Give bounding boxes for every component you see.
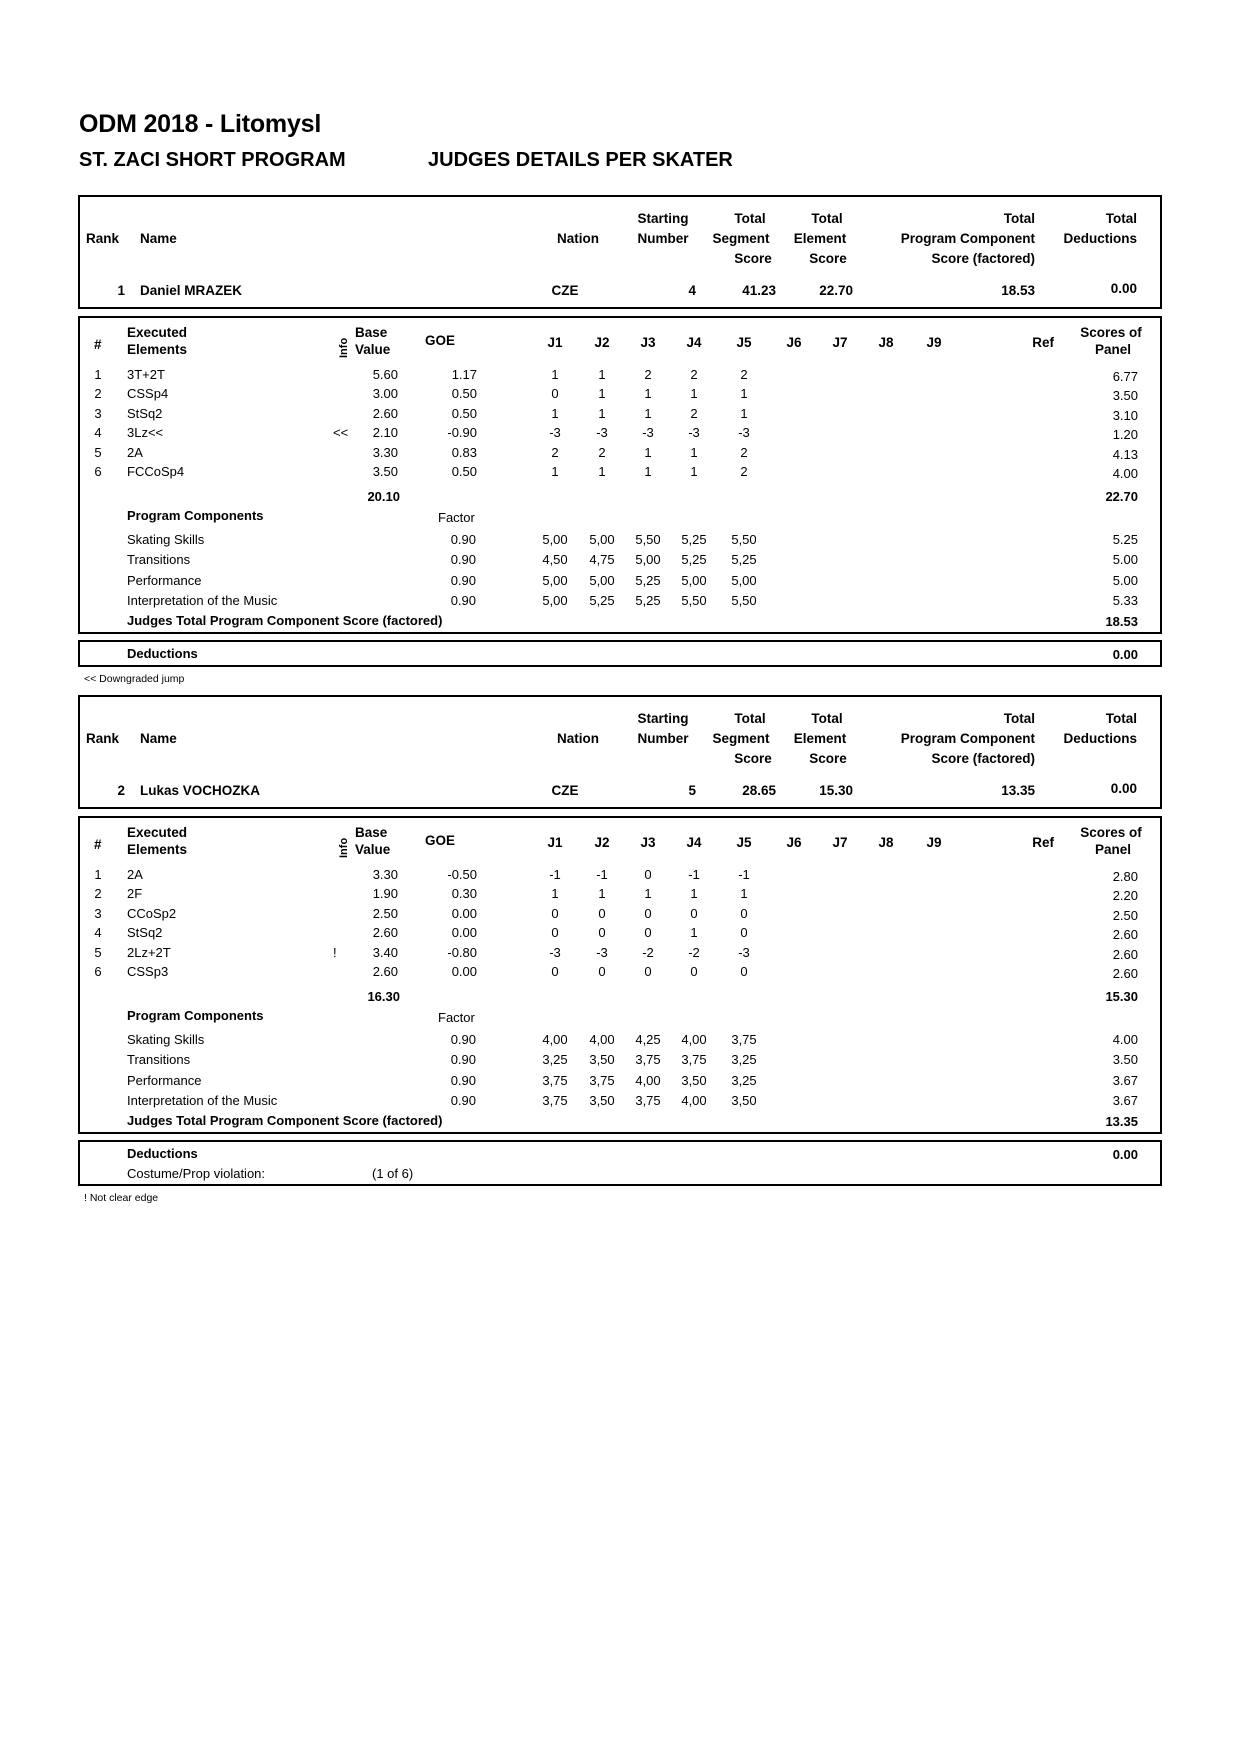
component-judge-score: 4,00 <box>542 1032 568 1047</box>
component-name: Interpretation of the Music <box>127 592 278 608</box>
base-value-header: Base <box>355 825 388 840</box>
component-judge-score: 3,75 <box>589 1072 615 1088</box>
element-base-value: 3.30 <box>372 867 398 882</box>
judge-header-7: J7 <box>832 835 848 850</box>
element-judge-score: 2 <box>690 367 698 382</box>
deductions-label: Deductions <box>127 646 198 661</box>
footnote: ! Not clear edge <box>84 1192 159 1204</box>
element-panel-score: 2.80 <box>1112 869 1138 884</box>
element-judge-score: -3 <box>549 944 561 960</box>
component-judge-score: 3,75 <box>731 1032 757 1047</box>
name-header: Name <box>140 231 177 246</box>
element-goe: 0.50 <box>451 464 477 479</box>
component-judge-score: 5,00 <box>635 552 661 568</box>
starting-number-header: Starting <box>637 711 689 726</box>
factor-header: Factor <box>438 510 475 525</box>
skater-detail-box <box>78 816 1162 1134</box>
component-factor: 0.90 <box>450 1072 476 1088</box>
segment-score-header: Segment <box>712 231 770 246</box>
segment-score-header: Total <box>734 711 766 726</box>
element-base-value: 2.10 <box>372 425 398 441</box>
num-header: # <box>94 337 102 352</box>
component-judge-score: 3,50 <box>731 1092 757 1108</box>
judge-header-1: J1 <box>547 335 563 350</box>
executed-elements-header: Executed <box>127 325 188 340</box>
element-score-header: Score <box>809 251 847 266</box>
component-name: Transitions <box>127 552 191 568</box>
component-judge-score: 3,75 <box>542 1072 568 1088</box>
component-judge-score: 3,75 <box>635 1092 661 1108</box>
element-judge-score: 1 <box>551 464 559 479</box>
element-score-header: Total <box>811 211 843 226</box>
element-panel-score: 2.60 <box>1112 927 1138 943</box>
element-info: ! <box>333 944 337 960</box>
deductions-header: Total <box>1105 211 1137 226</box>
element-judge-score: 2 <box>740 464 748 479</box>
element-judge-score: 1 <box>690 464 698 479</box>
element-number: 4 <box>94 425 102 441</box>
component-name: Skating Skills <box>127 532 205 547</box>
element-panel-score: 2.60 <box>1112 946 1138 962</box>
judge-header-2: J2 <box>594 335 610 350</box>
element-judge-score: 0 <box>551 964 559 979</box>
judge-header-5: J5 <box>736 335 752 350</box>
component-judge-score: 5,50 <box>731 592 757 608</box>
element-judge-score: 0 <box>644 925 652 941</box>
element-judge-score: 1 <box>551 367 559 382</box>
total-segment-score: 41.23 <box>742 283 776 298</box>
component-panel-score: 5.00 <box>1112 572 1138 588</box>
component-judge-score: 3,25 <box>731 1052 757 1068</box>
element-name: 2F <box>127 886 143 902</box>
element-judge-score: 0 <box>740 925 748 941</box>
element-judge-score: 0 <box>551 386 559 402</box>
component-judge-score: 5,00 <box>589 572 615 588</box>
judge-header-4: J4 <box>686 835 702 850</box>
starting-number-header: Starting <box>637 211 689 226</box>
element-judge-score: 1 <box>551 405 559 421</box>
component-judge-score: 3,50 <box>681 1072 707 1088</box>
element-judge-score: 1 <box>690 444 698 460</box>
component-judge-score: 4,25 <box>635 1032 661 1047</box>
component-judge-score: 4,00 <box>681 1092 707 1108</box>
element-judge-score: 1 <box>740 405 748 421</box>
element-base-value: 3.30 <box>372 444 398 460</box>
element-name: CSSp3 <box>127 964 169 979</box>
element-number: 3 <box>94 405 102 421</box>
component-judge-score: 5,00 <box>681 572 707 588</box>
element-panel-score: 2.60 <box>1112 966 1138 981</box>
element-number: 5 <box>94 444 102 460</box>
element-score-header: Element <box>793 731 847 746</box>
element-judge-score: 0 <box>740 964 748 979</box>
judge-header-5: J5 <box>736 835 752 850</box>
component-judge-score: 5,00 <box>589 532 615 547</box>
total-pcs: 13.35 <box>1001 783 1035 798</box>
component-judge-score: 3,75 <box>542 1092 568 1108</box>
nation-header: Nation <box>557 731 599 746</box>
element-judge-score: 1 <box>598 386 606 402</box>
component-factor: 0.90 <box>450 1052 476 1068</box>
skater-name: Lukas VOCHOZKA <box>140 783 261 798</box>
executed-elements-header: Executed <box>127 825 188 840</box>
elements-total: 22.70 <box>1105 489 1138 504</box>
element-judge-score: -3 <box>738 425 750 441</box>
element-score-header: Total <box>811 711 843 726</box>
deductions-header: Deductions <box>1063 231 1137 246</box>
total-element-score: 22.70 <box>819 283 853 298</box>
skater-name: Daniel MRAZEK <box>140 283 243 298</box>
element-number: 1 <box>94 367 102 382</box>
skater-rank: 1 <box>117 283 125 298</box>
element-name: CCoSp2 <box>127 905 177 921</box>
element-judge-score: 1 <box>740 386 748 402</box>
component-panel-score: 3.67 <box>1112 1092 1138 1108</box>
component-judge-score: 5,50 <box>681 592 707 608</box>
element-judge-score: -3 <box>688 425 700 441</box>
element-name: 3T+2T <box>127 367 165 382</box>
element-judge-score: 1 <box>690 886 698 902</box>
element-judge-score: -2 <box>688 944 700 960</box>
element-judge-score: 1 <box>644 886 652 902</box>
element-info: << <box>333 425 349 441</box>
component-judge-score: 3,50 <box>589 1092 615 1108</box>
judge-header-9: J9 <box>926 335 942 350</box>
name-header: Name <box>140 731 177 746</box>
element-goe: -0.50 <box>447 867 477 882</box>
element-number: 6 <box>94 964 102 979</box>
element-judge-score: -3 <box>596 425 608 441</box>
element-judge-score: 0 <box>551 905 559 921</box>
judge-header-1: J1 <box>547 835 563 850</box>
deductions-label: Deductions <box>127 1146 198 1161</box>
element-judge-score: 0 <box>598 964 606 979</box>
element-panel-score: 2.20 <box>1112 888 1138 904</box>
component-judge-score: 5,25 <box>681 552 707 568</box>
goe-header: GOE <box>425 333 456 348</box>
element-name: CSSp4 <box>127 386 169 402</box>
total-segment-score: 28.65 <box>742 783 776 798</box>
element-name: 3Lz<< <box>127 425 164 441</box>
element-number: 2 <box>94 886 102 902</box>
total-deductions: 0.00 <box>1110 781 1137 796</box>
element-panel-score: 4.00 <box>1112 466 1138 481</box>
base-value-total: 20.10 <box>367 489 400 504</box>
component-panel-score: 3.50 <box>1112 1052 1138 1068</box>
deduction-item-label: Costume/Prop violation: <box>127 1166 266 1181</box>
judges-total-pcs: 13.35 <box>1105 1114 1138 1129</box>
deductions-total: 0.00 <box>1112 1147 1138 1162</box>
element-judge-score: 2 <box>740 367 748 382</box>
element-judge-score: -1 <box>549 867 561 882</box>
judges-total-pcs-label: Judges Total Program Component Score (factored) <box>127 1113 443 1128</box>
event-title: ODM 2018 - Litomysl <box>79 110 322 138</box>
component-factor: 0.90 <box>450 592 476 608</box>
judge-header-3: J3 <box>640 835 656 850</box>
component-judge-score: 3,25 <box>542 1052 568 1068</box>
judge-header-4: J4 <box>686 335 702 350</box>
base-value-header: Value <box>355 342 391 357</box>
element-judge-score: 1 <box>740 886 748 902</box>
element-number: 2 <box>94 386 102 402</box>
deduction-item-value: (1 of 6) <box>372 1166 414 1181</box>
component-judge-score: 4,50 <box>542 552 568 568</box>
element-number: 5 <box>94 944 102 960</box>
program-components-header: Program Components <box>127 1008 264 1023</box>
scores-of-panel-header: Panel <box>1094 342 1132 357</box>
element-goe: 0.83 <box>451 444 477 460</box>
element-panel-score: 6.77 <box>1112 369 1138 384</box>
component-factor: 0.90 <box>450 1092 476 1108</box>
element-judge-score: 0 <box>690 905 698 921</box>
element-number: 6 <box>94 464 102 479</box>
base-value-header: Value <box>355 842 391 857</box>
element-judge-score: 0 <box>644 905 652 921</box>
deductions-box <box>78 640 1162 667</box>
element-goe: 0.30 <box>451 886 477 902</box>
element-judge-score: 1 <box>598 464 606 479</box>
component-judge-score: 4,00 <box>635 1072 661 1088</box>
deductions-total: 0.00 <box>1112 647 1138 662</box>
element-base-value: 5.60 <box>372 367 398 382</box>
element-goe: 0.00 <box>451 905 477 921</box>
judge-header-7: J7 <box>832 335 848 350</box>
pcs-header: Total <box>1003 211 1035 226</box>
element-base-value: 2.50 <box>372 905 398 921</box>
pcs-header: Total <box>1003 711 1035 726</box>
segment-score-header: Total <box>734 211 766 226</box>
element-judge-score: 0 <box>644 964 652 979</box>
element-panel-score: 4.13 <box>1112 446 1138 462</box>
element-goe: -0.80 <box>447 944 477 960</box>
skater-starting-number: 4 <box>688 283 696 298</box>
judge-header-3: J3 <box>640 335 656 350</box>
segment-score-header: Score <box>734 751 772 766</box>
element-name: StSq2 <box>127 405 163 421</box>
element-goe: 0.00 <box>451 964 477 979</box>
element-judge-score: 1 <box>598 367 606 382</box>
executed-elements-header: Elements <box>127 342 188 357</box>
element-goe: -0.90 <box>447 425 477 441</box>
judge-header-8: J8 <box>878 835 894 850</box>
element-goe: 0.50 <box>451 405 477 421</box>
element-judge-score: 1 <box>644 405 652 421</box>
element-base-value: 2.60 <box>372 405 398 421</box>
total-pcs: 18.53 <box>1001 283 1035 298</box>
info-header: Info <box>338 837 350 858</box>
goe-header: GOE <box>425 833 456 848</box>
scores-of-panel-header: Scores of <box>1080 825 1142 840</box>
footnote: << Downgraded jump <box>84 673 185 685</box>
component-judge-score: 3,50 <box>589 1052 615 1068</box>
pcs-header: Program Component <box>900 231 1035 246</box>
skater-detail-box <box>78 316 1162 634</box>
element-judge-score: 2 <box>740 444 748 460</box>
component-name: Skating Skills <box>127 1032 205 1047</box>
component-name: Transitions <box>127 1052 191 1068</box>
element-panel-score: 3.50 <box>1112 388 1138 404</box>
element-score-header: Score <box>809 751 847 766</box>
pcs-header: Program Component <box>900 731 1035 746</box>
component-judge-score: 5,00 <box>542 592 568 608</box>
rank-header: Rank <box>86 731 120 746</box>
element-base-value: 2.60 <box>372 964 398 979</box>
component-judge-score: 5,50 <box>731 532 757 547</box>
element-goe: 0.50 <box>451 386 477 402</box>
judge-header-6: J6 <box>786 835 802 850</box>
element-judge-score: 0 <box>551 925 559 941</box>
component-judge-score: 3,75 <box>635 1052 661 1068</box>
element-base-value: 2.60 <box>372 925 398 941</box>
element-name: FCCoSp4 <box>127 464 185 479</box>
pcs-header: Score (factored) <box>931 251 1035 266</box>
component-name: Interpretation of the Music <box>127 1092 278 1108</box>
element-number: 3 <box>94 905 102 921</box>
element-judge-score: 2 <box>644 367 652 382</box>
element-judge-score: 1 <box>644 444 652 460</box>
component-judge-score: 5,25 <box>635 592 661 608</box>
component-judge-score: 5,25 <box>589 592 615 608</box>
element-judge-score: 0 <box>740 905 748 921</box>
element-judge-score: -1 <box>738 867 750 882</box>
component-panel-score: 5.25 <box>1112 532 1138 547</box>
element-judge-score: 0 <box>644 867 652 882</box>
component-panel-score: 3.67 <box>1112 1072 1138 1088</box>
element-judge-score: 1 <box>551 886 559 902</box>
element-judge-score: 1 <box>690 386 698 402</box>
starting-number-header: Number <box>637 731 689 746</box>
element-judge-score: 2 <box>598 444 606 460</box>
component-judge-score: 5,00 <box>542 572 568 588</box>
skater-starting-number: 5 <box>688 783 696 798</box>
info-header: Info <box>338 337 350 358</box>
component-judge-score: 5,00 <box>731 572 757 588</box>
component-judge-score: 4,00 <box>681 1032 707 1047</box>
component-judge-score: 5,50 <box>635 532 661 547</box>
category-title: ST. ZACI SHORT PROGRAM <box>79 149 346 171</box>
element-judge-score: 0 <box>690 964 698 979</box>
element-goe: 1.17 <box>451 367 477 382</box>
report-title: JUDGES DETAILS PER SKATER <box>428 149 733 171</box>
component-judge-score: 4,75 <box>589 552 615 568</box>
elements-total: 15.30 <box>1105 989 1138 1004</box>
element-number: 4 <box>94 925 102 941</box>
component-judge-score: 5,25 <box>731 552 757 568</box>
component-panel-score: 5.33 <box>1112 592 1138 608</box>
scores-of-panel-header: Panel <box>1094 842 1132 857</box>
element-judge-score: 1 <box>598 886 606 902</box>
judge-header-6: J6 <box>786 335 802 350</box>
judges-total-pcs-label: Judges Total Program Component Score (factored) <box>127 613 443 628</box>
element-base-value: 3.50 <box>372 464 398 479</box>
element-judge-score: -3 <box>549 425 561 441</box>
component-judge-score: 3,25 <box>731 1072 757 1088</box>
component-judge-score: 5,25 <box>635 572 661 588</box>
rank-header: Rank <box>86 231 120 246</box>
component-judge-score: 3,75 <box>681 1052 707 1068</box>
element-base-value: 3.00 <box>372 386 398 402</box>
element-judge-score: -3 <box>596 944 608 960</box>
judge-header-2: J2 <box>594 835 610 850</box>
element-judge-score: 0 <box>598 905 606 921</box>
judges-total-pcs: 18.53 <box>1105 614 1138 629</box>
judge-header-9: J9 <box>926 835 942 850</box>
element-score-header: Element <box>793 231 847 246</box>
element-judge-score: -1 <box>596 867 608 882</box>
component-panel-score: 5.00 <box>1112 552 1138 568</box>
component-factor: 0.90 <box>450 572 476 588</box>
component-judge-score: 4,00 <box>589 1032 615 1047</box>
element-number: 1 <box>94 867 102 882</box>
deductions-header: Deductions <box>1063 731 1137 746</box>
starting-number-header: Number <box>637 231 689 246</box>
element-judge-score: 1 <box>598 405 606 421</box>
skater-rank: 2 <box>117 783 125 798</box>
judge-header-8: J8 <box>878 335 894 350</box>
element-judge-score: -2 <box>642 944 654 960</box>
element-goe: 0.00 <box>451 925 477 941</box>
segment-score-header: Segment <box>712 731 770 746</box>
component-name: Performance <box>127 572 202 588</box>
element-judge-score: -1 <box>688 867 700 882</box>
component-panel-score: 4.00 <box>1112 1032 1138 1047</box>
element-panel-score: 3.10 <box>1112 407 1138 423</box>
element-panel-score: 1.20 <box>1112 427 1138 443</box>
ref-header: Ref <box>1032 335 1054 350</box>
element-judge-score: 1 <box>690 925 698 941</box>
factor-header: Factor <box>438 1010 475 1025</box>
component-judge-score: 5,25 <box>681 532 707 547</box>
base-value-total: 16.30 <box>367 989 400 1004</box>
element-judge-score: 1 <box>644 386 652 402</box>
element-judge-score: 2 <box>690 405 698 421</box>
element-judge-score: 0 <box>598 925 606 941</box>
element-judge-score: -3 <box>642 425 654 441</box>
element-name: 2Lz+2T <box>127 944 171 960</box>
total-element-score: 15.30 <box>819 783 853 798</box>
skater-nation: CZE <box>551 783 579 798</box>
deductions-header: Total <box>1105 711 1137 726</box>
component-name: Performance <box>127 1072 202 1088</box>
num-header: # <box>94 837 102 852</box>
total-deductions: 0.00 <box>1110 281 1137 296</box>
program-components-header: Program Components <box>127 508 264 523</box>
executed-elements-header: Elements <box>127 842 188 857</box>
component-factor: 0.90 <box>450 532 476 547</box>
component-factor: 0.90 <box>450 552 476 568</box>
element-name: 2A <box>127 867 143 882</box>
element-panel-score: 2.50 <box>1112 907 1138 923</box>
element-base-value: 1.90 <box>372 886 398 902</box>
element-judge-score: 1 <box>644 464 652 479</box>
base-value-header: Base <box>355 325 388 340</box>
scores-of-panel-header: Scores of <box>1080 325 1142 340</box>
skater-nation: CZE <box>551 283 579 298</box>
element-judge-score: 2 <box>551 444 559 460</box>
component-judge-score: 5,00 <box>542 532 568 547</box>
element-name: 2A <box>127 444 143 460</box>
nation-header: Nation <box>557 231 599 246</box>
pcs-header: Score (factored) <box>931 751 1035 766</box>
segment-score-header: Score <box>734 251 772 266</box>
element-name: StSq2 <box>127 925 163 941</box>
ref-header: Ref <box>1032 835 1054 850</box>
component-factor: 0.90 <box>450 1032 476 1047</box>
element-judge-score: -3 <box>738 944 750 960</box>
element-base-value: 3.40 <box>372 944 398 960</box>
